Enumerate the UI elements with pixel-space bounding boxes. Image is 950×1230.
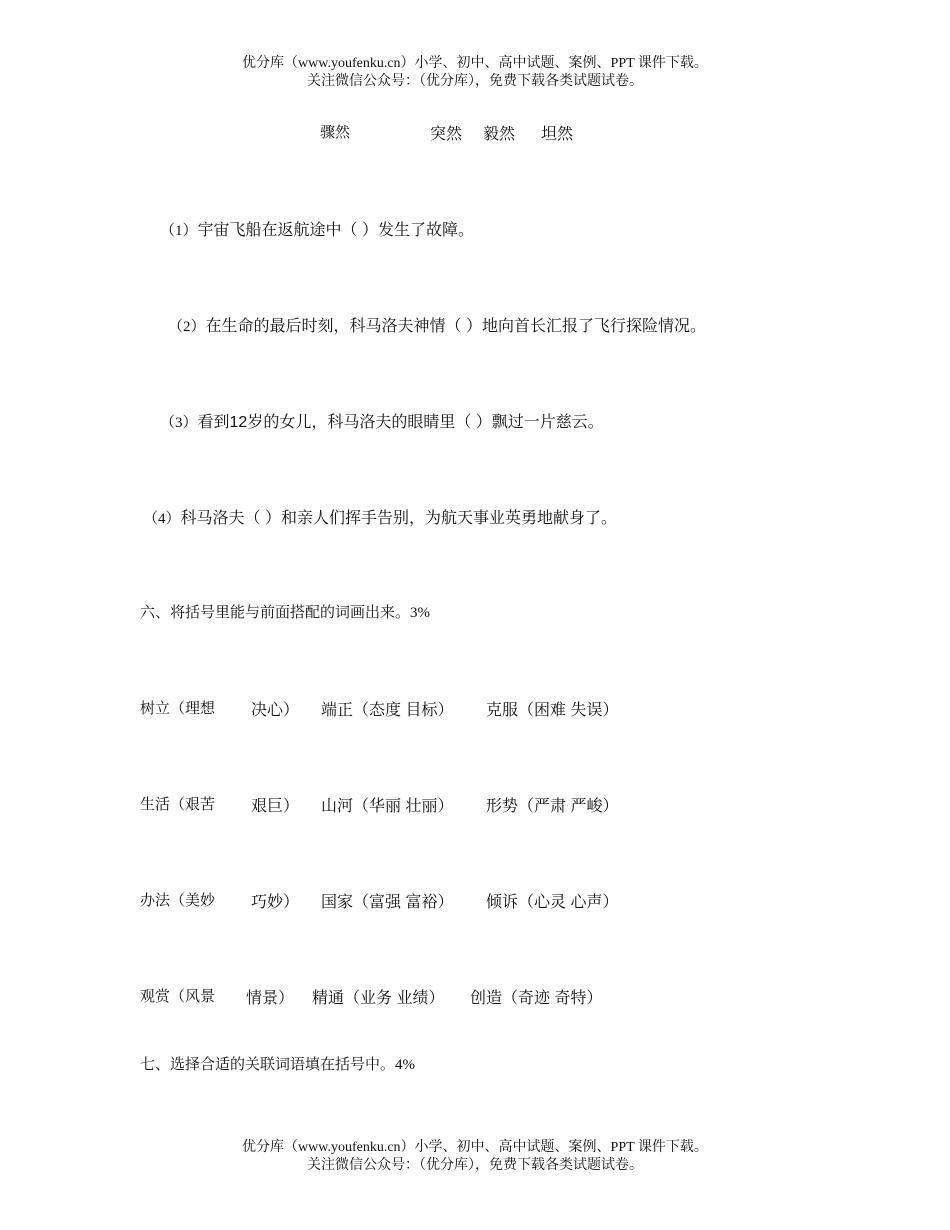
question-item xyxy=(160,409,604,432)
match-row-segment: 形势（严肃 严峻） xyxy=(486,798,619,815)
question-text: 宇宙飞船在返航途中（ ）发生了故障。 xyxy=(197,222,474,239)
match-row-lead: 办法（美妙 xyxy=(140,893,216,909)
match-row-segment: 国家（富强 富裕） xyxy=(321,894,454,911)
word-bank-item: 坦然 xyxy=(541,126,574,143)
question-number: （2） xyxy=(168,319,206,335)
question-text: 在生命的最后时刻，科马洛夫神情（ ）地向首长汇报了飞行探险情况。 xyxy=(205,318,706,335)
word-bank-item: 突然 xyxy=(430,126,463,143)
question-text: 看到12岁的女儿，科马洛夫的眼睛里（ ）飘过一片慈云。 xyxy=(197,414,604,431)
match-row-lead: 观赏（风景 xyxy=(140,989,216,1005)
footer-line-2: 关注微信公众号：（优分库），免费下载各类试题试卷。 xyxy=(307,1158,643,1173)
match-row-segment: 情景） xyxy=(246,990,295,1007)
question-item xyxy=(168,313,706,336)
section-7-title: 七、选择合适的关联词语填在括号中。4% xyxy=(140,1057,415,1073)
match-row-segment: 艰巨） xyxy=(251,798,300,815)
word-bank-item: 骤然 xyxy=(320,125,351,141)
question-item xyxy=(143,505,617,528)
match-row-segment: 倾诉（心灵 心声） xyxy=(486,894,619,911)
header-line-1: 优分库（www.youfenku.cn）小学、初中、高中试题、案例、PPT 课件下载。 xyxy=(242,56,708,71)
match-row-segment: 巧妙） xyxy=(251,894,300,911)
match-row-lead: 生活（艰苦 xyxy=(140,797,216,813)
question-text: 科马洛夫（ ）和亲人们挥手告别，为航天事业英勇地献身了。 xyxy=(180,510,617,527)
question-item xyxy=(160,217,474,240)
word-bank-item: 毅然 xyxy=(483,126,516,143)
question-number: （1） xyxy=(160,223,198,239)
match-row-segment: 创造（奇迹 奇特） xyxy=(470,990,603,1007)
match-row-segment: 决心） xyxy=(251,702,300,719)
match-row-segment: 精通（业务 业绩） xyxy=(312,990,445,1007)
section-6-title: 六、将括号里能与前面搭配的词画出来。3% xyxy=(140,605,430,621)
match-row-segment: 山河（华丽 壮丽） xyxy=(321,798,454,815)
footer-line-1: 优分库（www.youfenku.cn）小学、初中、高中试题、案例、PPT 课件下载。 xyxy=(242,1140,708,1155)
question-number: （3） xyxy=(160,415,198,431)
match-row-segment: 克服（困难 失误） xyxy=(486,702,619,719)
match-row-segment: 端正（态度 目标） xyxy=(321,702,454,719)
match-row-lead: 树立（理想 xyxy=(140,701,216,717)
header-line-2: 关注微信公众号：（优分库），免费下载各类试题试卷。 xyxy=(307,74,643,89)
question-number: （4） xyxy=(143,511,181,527)
